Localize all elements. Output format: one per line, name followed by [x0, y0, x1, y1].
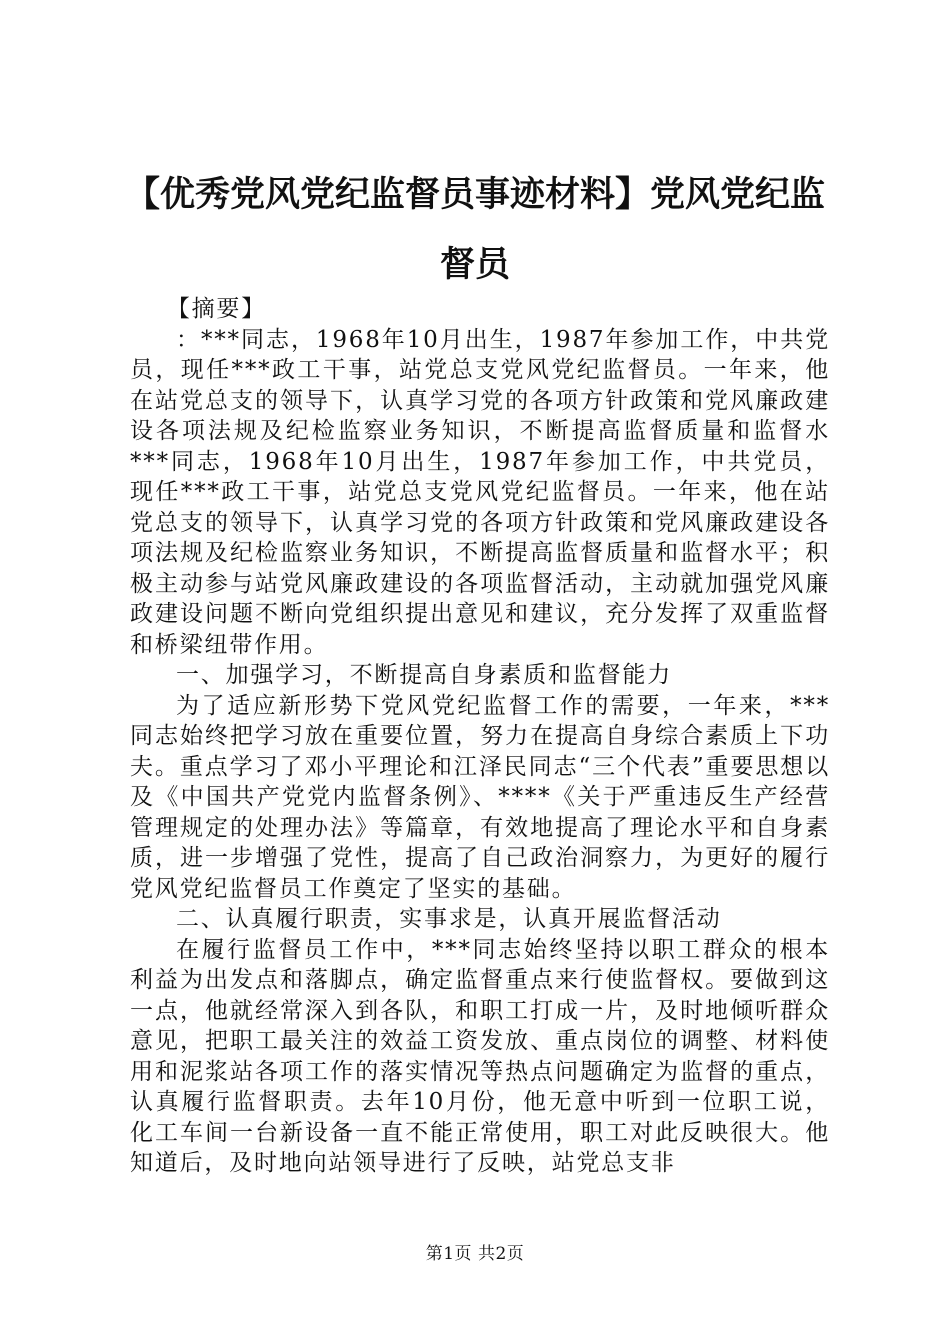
body-paragraph-1: 为了适应新形势下党风党纪监督工作的需要，一年来，***同志始终把学习放在重要位置，努力在提高自身综合素质上下功夫。重点学习了邓小平理论和江泽民同志“三个代表”重要思想以及《中国共产党党内监督条例》、****《关于严重违反生产经营管理规定的处理办法》等篇章，有效地提高了理论水平和自身素质，进一步增强了党性，提高了自己政治洞察力，为更好的履行党风党纪监督员工作奠定了坚实的基础。 [130, 692, 830, 902]
summary-paragraph: ：***同志，1968年10月出生，1987年参加工作，中共党员，现任***政工干事，站党总支党风党纪监督员。一年来，他在站党总支的领导下，认真学习党的各项方针政策和党风廉政建设各项法规及纪检监察业务知识，不断提高监督质量和监督水***同志，1968年10月出生，1987年参加工作，中共党员，现任***政工干事，站党总支党风党纪监督员。一年来，他在站党总支的领导下，认真学习党的各项方针政策和党风廉政建设各项法规及纪检监察业务知识，不断提高监督质量和监督水平；积极主动参与站党风廉政建设的各项监督活动，主动就加强党风廉政建设问题不断向党组织提出意见和建议，充分发挥了双重监督和桥梁纽带作用。 [130, 326, 830, 658]
document-title: 【优秀党风党纪监督员事迹材料】党风党纪监督员 [124, 174, 825, 285]
section-heading-1: 一、加强学习，不断提高自身素质和监督能力 [176, 662, 672, 688]
document-body [130, 294, 830, 1179]
body-paragraph-2: 在履行监督员工作中，***同志始终坚持以职工群众的根本利益为出发点和落脚点，确定监督重点来行使监督权。要做到这一点，他就经常深入到各队，和职工打成一片，及时地倾听群众意见，把职工最关注的效益工资发放、重点岗位的调整、材料使用和泥浆站各项工作的落实情况等热点问题确定为监督的重点，认真履行监督职责。去年10月份，他无意中听到一位职工说，化工车间一台新设备一直不能正常使用，职工对此反映很大。他知道后，及时地向站领导进行了反映，站党总支非 [130, 936, 830, 1176]
page-footer: 第1页 共2页 [425, 1244, 525, 1264]
section-heading-2: 二、认真履行职责，实事求是，认真开展监督活动 [176, 906, 722, 932]
summary-label: 【摘要】 [166, 296, 266, 322]
